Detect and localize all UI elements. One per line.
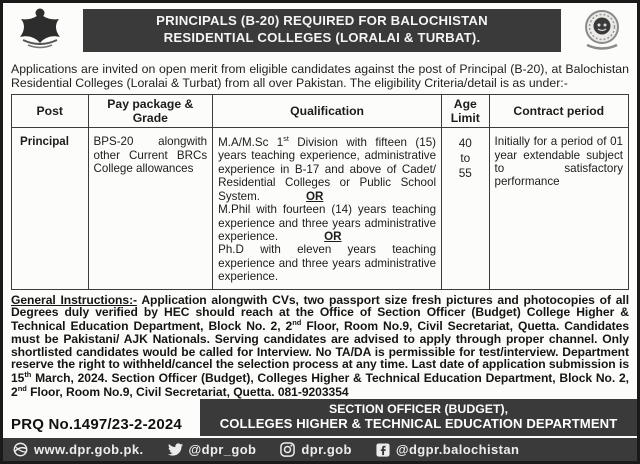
cell-pay-package: BPS-20 alongwith other Current BRCs College allowances bbox=[88, 128, 213, 290]
website-url: www.dpr.gob.pk. bbox=[34, 442, 144, 457]
bottom-row bbox=[11, 400, 637, 436]
general-instructions: General Instructions:- Application alongwith CVs, two passport size fresh pictures and photocopies of all Degrees duly verified by HEC should reach at the Office of Section Officer (Budget) College Higher & Technical Education Department, Block No. 2, 2nd Floor, Room No.9, Civil Secretariat, Quetta. Candidates must be Pakistani/ AJK Nationals. Serving candidates are advised to apply through proper channel. Only shortlisted candidates would be called for Interview. No TA/DA is permissible for test/interview. Department reserve the right to withheld/cancel the selection process at any time. Last date of application submission is 15th March, 2024. Section Officer (Budget), Colleges Higher & Technical Education Department, Block No. 2, 2nd Floor, Room No.9, Civil Secretariat, Quetta. 081-9203354 bbox=[11, 292, 630, 399]
ad-title-line1: PRINCIPALS (B-20) REQUIRED FOR BALOCHISTAN bbox=[156, 13, 488, 28]
facebook-icon bbox=[376, 443, 390, 457]
table-row bbox=[12, 128, 629, 290]
issuing-office-banner bbox=[200, 399, 637, 436]
facebook-handle: @dgpr.balochistan bbox=[395, 442, 520, 457]
ad-title-line2: RESIDENTIAL COLLEGES (LORALAI & TURBAT). bbox=[163, 29, 481, 45]
cell-post: Principal bbox=[12, 128, 89, 290]
qualification-option-3: Ph.D with eleven years teaching experience and three years administrative experience. bbox=[218, 243, 437, 284]
qualification-option-1: M.A/M.Sc 1st Division with fifteen (15) years teaching experience, administrative experience in B-17 and above of Cadet/ Residential Colleges or Public School System. OR bbox=[218, 134, 437, 203]
instagram-handle: dpr.gob bbox=[301, 442, 352, 457]
column-header-qualification: Qualification bbox=[213, 95, 442, 128]
cell-contract-period: Initially for a period of 01 year extendable subject to satisfactory performance bbox=[489, 128, 628, 290]
twitter-icon bbox=[168, 443, 183, 456]
issuing-office-line2: COLLEGES HIGHER & TECHNICAL EDUCATION DEPARTMENT bbox=[219, 416, 618, 432]
cell-qualification bbox=[213, 128, 442, 290]
age-max: 55 bbox=[458, 166, 472, 181]
ad-header bbox=[11, 7, 629, 60]
instagram-icon bbox=[280, 442, 295, 457]
department-seal-logo bbox=[575, 7, 629, 60]
intro-paragraph: Applications are invited on open merit from eligible candidates against the post of Principal (B-20), at Balochistan Residential Colleges (Loralai & Turbat) from all over Pakistan. The eligibility Criteria/detail is as under:- bbox=[11, 62, 629, 90]
ad-title-banner bbox=[83, 9, 561, 52]
website-item bbox=[13, 442, 144, 457]
prq-number: PRQ No.1497/23-2-2024 bbox=[11, 416, 182, 433]
eligibility-table bbox=[11, 94, 629, 290]
qualification-option-2: M.Phil with fourteen (14) years teaching experience and three years administrative experience. OR bbox=[218, 203, 437, 244]
column-header-pay-package: Pay package & Grade bbox=[88, 95, 213, 128]
age-to: to bbox=[460, 151, 471, 166]
column-header-contract-period: Contract period bbox=[489, 95, 628, 128]
social-media-bar bbox=[3, 438, 637, 461]
column-header-post: Post bbox=[12, 95, 89, 128]
issuing-office-line1: SECTION OFFICER (BUDGET), bbox=[329, 401, 508, 416]
globe-icon bbox=[13, 442, 28, 457]
table-header-row bbox=[12, 95, 629, 128]
balochistan-crest-logo bbox=[11, 7, 69, 56]
column-header-age-limit: Age Limit bbox=[442, 95, 490, 128]
instagram-item bbox=[280, 442, 351, 457]
twitter-handle: @dpr_gob bbox=[188, 442, 257, 457]
cell-age-limit bbox=[442, 128, 490, 290]
twitter-item bbox=[168, 442, 257, 457]
age-min: 40 bbox=[458, 136, 472, 151]
facebook-item bbox=[376, 442, 520, 457]
